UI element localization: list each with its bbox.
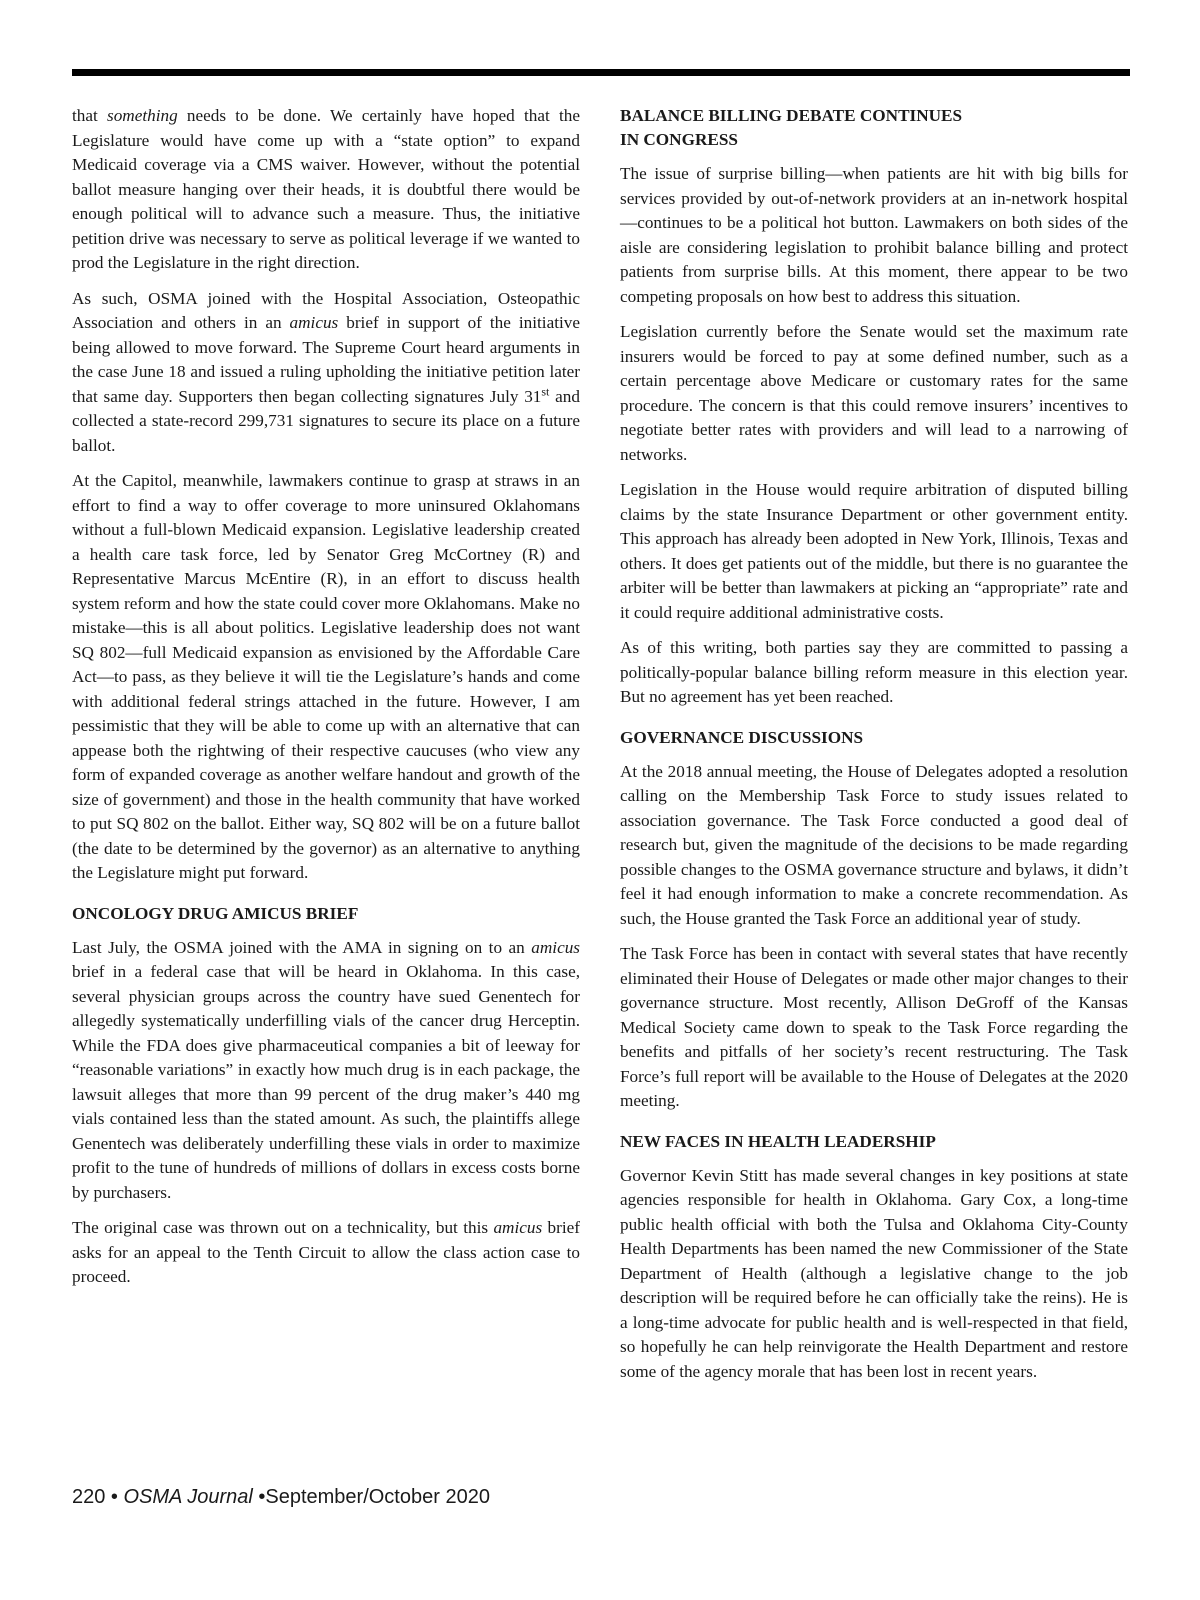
paragraph: As such, OSMA joined with the Hospital Association, Osteopathic Association and others in an amicus brief in support of the initiative being allowed to move forward. The Supreme Court heard arguments in the case June 18 and issued a ruling upholding the initiative petition later that same day. Supporters then began collecting signatures July 31st and collected a state-record 299,731 signatures to secure its place on a future ballot.	[72, 288, 580, 455]
right-column	[620, 104, 1128, 1395]
paragraph: Legislation currently before the Senate would set the maximum rate insurers would be forced to pay at some defined number, such as a certain percentage above Medicare or customary rates for the same procedure. The concern is that this could remove insurers’ incentives to negotiate better rates with providers and will lead to a narrowing of networks.	[620, 322, 1128, 464]
journal-title: OSMA Journal	[123, 1486, 253, 1508]
top-rule	[72, 69, 1130, 76]
paragraph: The original case was thrown out on a technicality, but this amicus brief asks for an appeal to the Tenth Circuit to allow the class action case to proceed.	[72, 1218, 580, 1286]
paragraph: Legislation in the House would require arbitration of disputed billing claims by the state Insurance Department or other government entity. This approach has already been adopted in New York, Illinois, Texas and others. It does get patients out of the middle, but there is no guarantee the arbiter will be better than lawmakers at picking an “appropriate” rate and it could require additional administrative costs.	[620, 480, 1128, 622]
paragraph: At the 2018 annual meeting, the House of Delegates adopted a resolution calling on the Membership Task Force to study issues related to association governance. The Task Force conducted a good deal of research but, given the magnitude of the decisions to be made regarding possible changes to the OSMA governance structure and bylaws, it didn’t feel it had enough information to make a concrete recommendation. As such, the House granted the Task Force an additional year of study.	[620, 761, 1128, 928]
page-number: 220 •	[72, 1486, 124, 1508]
paragraph: As of this writing, both parties say they are committed to passing a politically-popular balance billing reform measure in this election year. But no agreement has yet been reached.	[620, 638, 1128, 706]
section-heading-new-faces: NEW FACES IN HEALTH LEADERSHIP	[620, 1131, 936, 1151]
section-heading-governance: GOVERNANCE DISCUSSIONS	[620, 727, 864, 747]
issue-date: •September/October 2020	[252, 1486, 490, 1508]
paragraph: Last July, the OSMA joined with the AMA in signing on to an amicus brief in a federal case that will be heard in Oklahoma. In this case, several physician groups across the country have sued Genentech for allegedly systematically underfilling vials of the cancer drug Herceptin. While the FDA does give pharmaceutical companies a bit of leeway for “reasonable variations” in exactly how much drug is in each package, the lawsuit alleges that more than 99 percent of the drug maker’s 440 mg vials contained less than the stated amount. As such, the plaintiffs allege Genentech was deliberately underfilling these vials in order to maximize profit to the tune of hundreds of millions of dollars in excess costs borne by purchasers.	[72, 937, 580, 1202]
paragraph: that something needs to be done. We certainly have hoped that the Legislature would have come up with a “state option” to expand Medicaid coverage via a CMS waiver. However, without the potential ballot measure hanging over their heads, it is doubtful there would be enough political will to advance such a measure. Thus, the initiative petition drive was necessary to serve as political leverage if we wanted to prod the Legislature in the right direction.	[72, 106, 580, 272]
paragraph: Governor Kevin Stitt has made several changes in key positions at state agencies responsible for health in Oklahoma. Gary Cox, a long-time public health official with both the Tulsa and Oklahoma City-County Health Departments has been named the new Commissioner of the State Department of Health (although a legislative change to the job description will be required before he can officially take the reins). He is a long-time advocate for public health and is well-respected in that field, so hopefully he can help reinvigorate the Health Department and restore some of the agency morale that has been lost in recent years.	[620, 1165, 1128, 1381]
section-heading-balance-billing: BALANCE BILLING DEBATE CONTINUES IN CONGRESS	[620, 106, 963, 149]
page-footer	[72, 1486, 490, 1509]
left-column	[72, 104, 580, 1301]
section-heading-oncology: ONCOLOGY DRUG AMICUS BRIEF	[72, 903, 359, 923]
paragraph: The issue of surprise billing—when patients are hit with big bills for services provided by out-of-network providers at an in-network hospital—continues to be a political hot button. Lawmakers on both sides of the aisle are considering legislation to prohibit balance billing and protect patients from surprise bills. At this moment, there appear to be two competing proposals on how best to address this situation.	[620, 164, 1128, 306]
paragraph: The Task Force has been in contact with several states that have recently eliminated their House of Delegates or made other major changes to their governance structure. Most recently, Allison DeGroff of the Kansas Medical Society came down to speak to the Task Force regarding the benefits and pitfalls of her society’s recent restructuring. The Task Force’s full report will be available to the House of Delegates at the 2020 meeting.	[620, 944, 1128, 1110]
paragraph: At the Capitol, meanwhile, lawmakers continue to grasp at straws in an effort to find a way to offer coverage to more uninsured Oklahomans without a full-blown Medicaid expansion. Legislative leadership created a health care task force, led by Senator Greg McCortney (R) and Representative Marcus McEntire (R), in an effort to discuss health system reform and how the state could cover more Oklahomans. Make no mistake—this is all about politics. Legislative leadership does not want SQ 802—full Medicaid expansion as envisioned by the Affordable Care Act—to pass, as they believe it will tie the Legislature’s hands and come with additional federal strings attached in the future. However, I am pessimistic that they will be able to come up with an alternative that can appease both the rightwing of their respective caucuses (who view any form of expanded coverage as another welfare handout and growth of the size of government) and those in the health community that have worked to put SQ 802 on the ballot. Either way, SQ 802 will be on a future ballot (the date to be determined by the governor) as an alternative to anything the Legislature might put forward.	[72, 471, 580, 882]
